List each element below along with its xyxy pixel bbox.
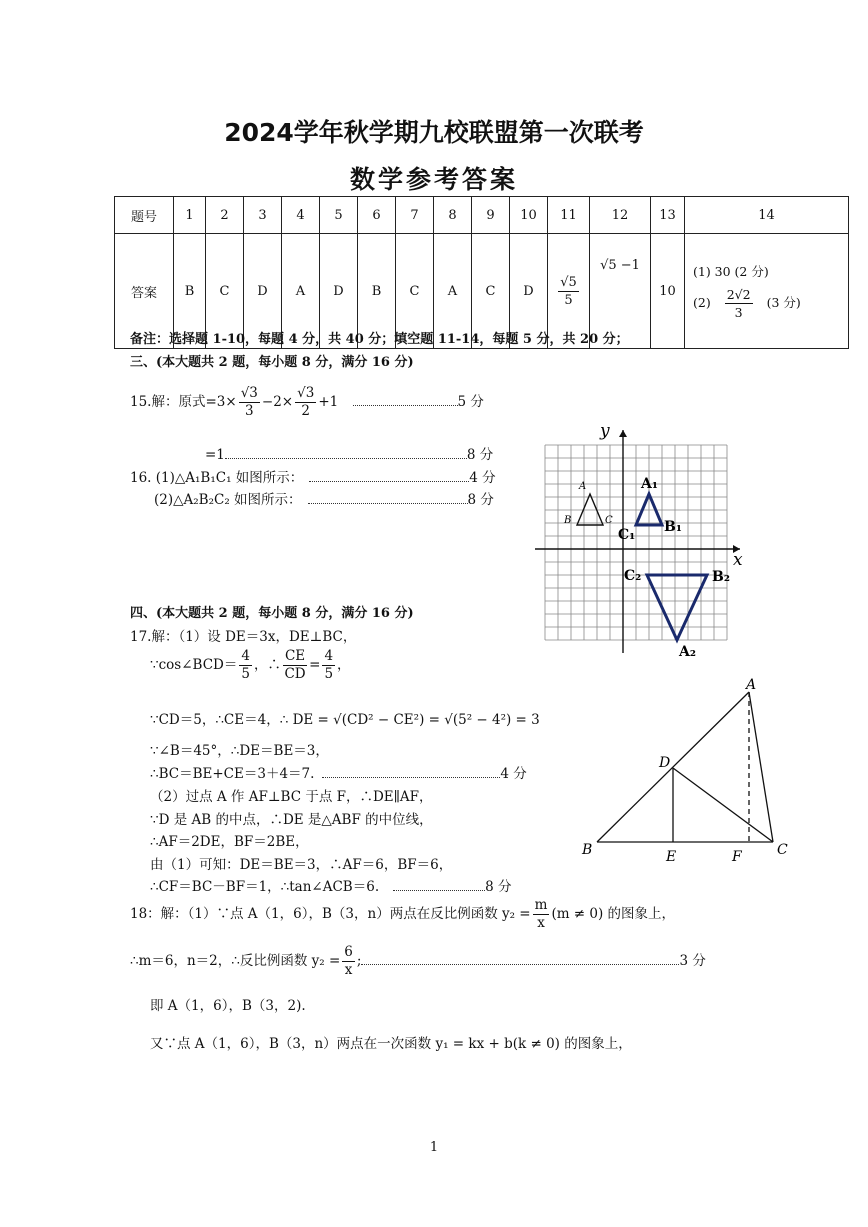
segment-ac: [749, 692, 773, 842]
label-c: C: [605, 515, 613, 526]
table-header-cell: 题号: [115, 197, 174, 234]
table-cell: D: [244, 234, 282, 349]
table-cell: C: [472, 234, 510, 349]
q18-line3: 即 A（1，6），B（3，2).: [150, 998, 306, 1014]
dotted-leader: [353, 405, 458, 406]
table-cell: B: [174, 234, 206, 349]
table-cell: 3: [244, 197, 282, 234]
q18-line1: 18：解：（1）∵点 A（1，6），B（3，n）两点在反比例函数 y₂ = $\frac{m}{x}$ (m ≠ 0) 的图象上，: [130, 897, 676, 931]
dotted-leader: [308, 503, 468, 504]
label-c2: C₂: [624, 568, 642, 584]
table-cell: C: [206, 234, 244, 349]
table-cell: 10: [510, 197, 548, 234]
table-cell-q13: 10: [651, 234, 685, 349]
coordinate-grid-figure: [530, 418, 770, 663]
table-cell-q14: [685, 234, 849, 349]
table-header-cell: 答案: [115, 234, 174, 349]
q17-line9: 由（1）可知：DE＝BE＝3，∴AF＝6，BF＝6，: [150, 857, 453, 873]
fraction: $\frac{CE}{CD}$: [284, 648, 306, 682]
table-cell: B: [358, 234, 396, 349]
q15-line1: 15.解：原式=3× $\frac{√3}{3}$ −2× $\frac{√3}{2}$ +1 5 分: [130, 385, 484, 419]
q14-part1: (1) 30 (2 分): [693, 263, 769, 279]
q17-line1: 17.解：（1）设 DE＝3x，DE⊥BC，: [130, 629, 357, 645]
label-d: D: [659, 755, 671, 771]
q17-line10: ∴CF＝BC－BF＝1，∴tan∠ACB＝6. 8 分: [150, 879, 512, 895]
table-cell: 12: [590, 197, 651, 234]
label-b1: B₁: [664, 519, 682, 535]
y-axis-arrow: [619, 430, 627, 437]
label-c: C: [777, 842, 788, 858]
label-b: B: [564, 515, 572, 526]
table-cell: 4: [282, 197, 320, 234]
page-subtitle: 数学参考答案: [349, 165, 518, 194]
fraction: $\frac{2√2}{3}$: [726, 286, 751, 320]
label-a2: A₂: [679, 644, 696, 660]
section-heading-3: 三、(本大题共 2 题，每小题 8 分，满分 16 分): [130, 355, 414, 370]
table-cell: D: [320, 234, 358, 349]
q16-line1: 16. (1)△A₁B₁C₁ 如图所示： 4 分: [130, 470, 496, 486]
triangle-a2b2c2: [647, 575, 707, 640]
table-row-numbers: [115, 197, 849, 234]
page-title: 2024学年秋学期九校联盟第一次联考: [224, 118, 644, 147]
dotted-leader: [393, 890, 485, 891]
dotted-leader: [225, 458, 467, 459]
label-a: A: [746, 677, 757, 693]
q17-line6: （2）过点 A 作 AF⊥BC 于点 F，∴DE∥AF，: [150, 789, 433, 805]
fraction: $\frac{6}{x}$: [344, 944, 353, 978]
fraction: $\frac{√3}{2}$: [297, 385, 315, 419]
x-axis-label: x: [733, 550, 743, 570]
table-cell: A: [282, 234, 320, 349]
label-a1: A₁: [641, 476, 658, 492]
fraction: $\frac{4}{5}$: [324, 648, 334, 682]
answer-table: [114, 196, 849, 349]
triangle-figure: [575, 675, 800, 865]
label-f: F: [732, 849, 742, 865]
q17-line5: ∴BC＝BE+CE＝3＋4＝7. 4 分: [150, 766, 527, 782]
dotted-leader: [361, 964, 679, 965]
dotted-leader: [309, 481, 469, 482]
q17-line2: ∵cos∠BCD＝ $\frac{4}{5}$ ，∴ $\frac{CE}{CD}$ = $\frac{4}{5}$ ，: [150, 648, 351, 682]
label-b: B: [582, 842, 593, 858]
q14-part2: (2) $\frac{2√2}{3}$ (3 分): [693, 286, 801, 320]
label-e: E: [666, 849, 677, 865]
label-c1: C₁: [618, 527, 636, 543]
q17-line7: ∵D 是 AB 的中点，∴DE 是△ABF 的中位线，: [150, 812, 433, 828]
table-cell: 14: [685, 197, 849, 234]
dotted-leader: [322, 777, 500, 778]
table-cell: 5: [320, 197, 358, 234]
table-cell: 6: [358, 197, 396, 234]
triangle-abc: [577, 494, 603, 525]
q17-line8: ∴AF＝2DE，BF＝2BE，: [150, 834, 309, 850]
table-cell: A: [434, 234, 472, 349]
fraction: $\frac{√3}{3}$: [240, 385, 258, 419]
q15-line2: =1 8 分: [205, 447, 494, 463]
table-cell: 1: [174, 197, 206, 234]
page-number: 1: [429, 1140, 439, 1155]
label-b2: B₂: [712, 569, 730, 585]
q18-line4: 又∵点 A（1，6），B（3，n）两点在一次函数 y₁ = kx + b(k ≠ 0) 的图象上，: [150, 1036, 632, 1052]
table-cell: 2: [206, 197, 244, 234]
table-cell: 11: [548, 197, 590, 234]
table-cell-q12: √5 −1: [590, 234, 651, 349]
q16-line2: (2)△A₂B₂C₂ 如图所示： 8 分: [154, 492, 494, 508]
table-cell: 9: [472, 197, 510, 234]
grid-lines: [545, 445, 727, 640]
segment-dc: [673, 768, 773, 842]
scoring-note: 备注：选择题 1-10，每题 4 分，共 40 分；填空题 11-14，每题 5 分，共 20 分；: [130, 332, 629, 347]
table-cell: C: [396, 234, 434, 349]
fraction: $\frac{√5}{5}$: [560, 274, 577, 308]
q17-line3: ∵CD＝5，∴CE＝4，∴ DE = √(CD² − CE²) = √(5² − 4²) = 3: [150, 712, 540, 728]
table-cell: D: [510, 234, 548, 349]
table-cell: 13: [651, 197, 685, 234]
q18-line2: ∴m＝6，n＝2，∴反比例函数 y₂ = $\frac{6}{x}$ ; 3 分: [130, 944, 706, 978]
section-heading-4: 四、(本大题共 2 题，每小题 8 分，满分 16 分): [130, 606, 414, 621]
table-cell: 8: [434, 197, 472, 234]
fraction: $\frac{4}{5}$: [241, 648, 250, 682]
fraction: $\frac{m}{x}$: [534, 897, 548, 931]
y-axis-label: y: [600, 421, 610, 441]
label-a: A: [579, 481, 587, 492]
table-cell: 7: [396, 197, 434, 234]
q17-line4: ∵∠B＝45°，∴DE＝BE＝3，: [150, 743, 329, 759]
